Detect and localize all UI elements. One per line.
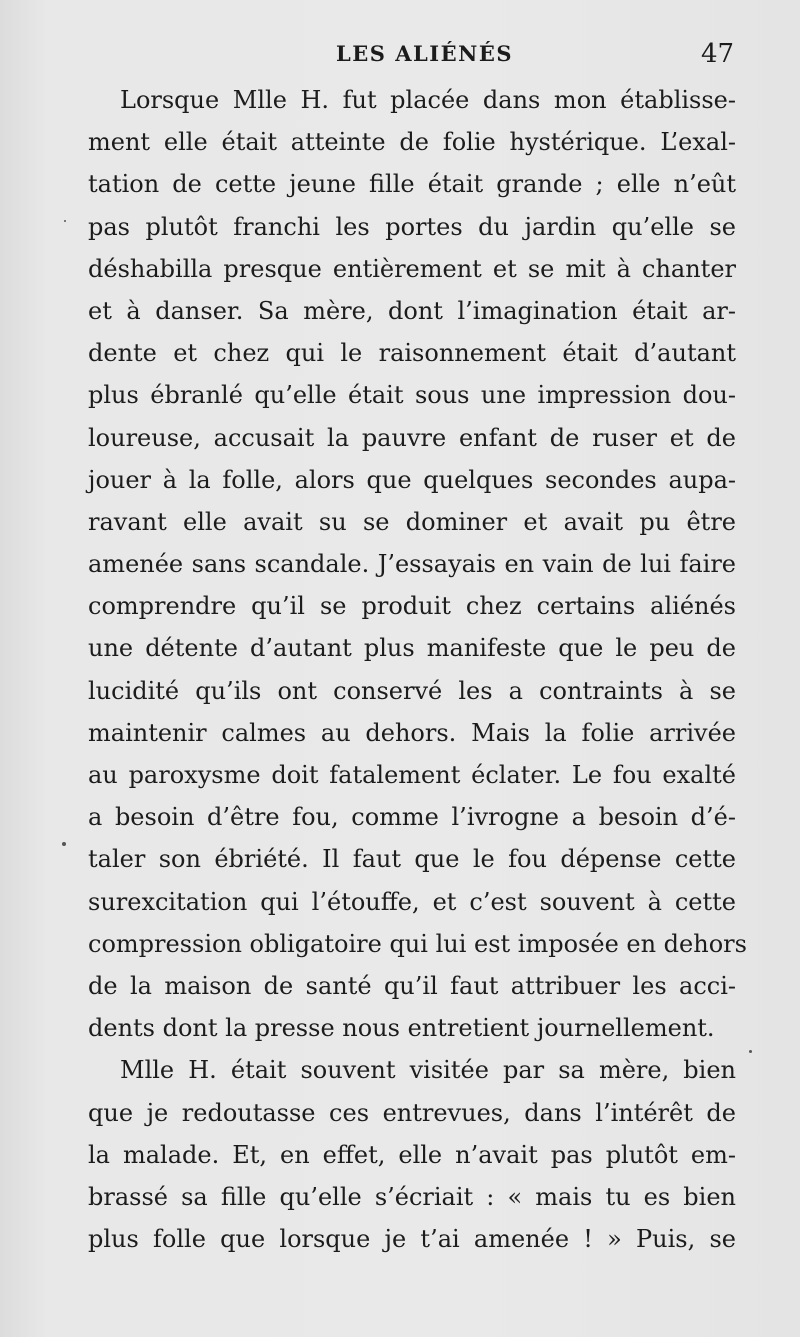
text-line: plus folle que lorsque je t’ai amenée ! » Puis, se (88, 1225, 736, 1254)
text-line: lucidité qu’ils ont conservé les a contraints à se (88, 676, 736, 705)
paper-speck (64, 220, 66, 222)
running-header (0, 36, 800, 72)
text-line: comprendre qu’il se produit chez certains aliénés (88, 592, 736, 621)
text-line: compression obligatoire qui lui est imposée en dehors (88, 929, 747, 958)
page-number: 47 (701, 39, 735, 69)
text-line: et à danser. Sa mère, dont l’imagination était ar- (88, 296, 736, 325)
text-line: dents dont la presse nous entretient journellement. (88, 1014, 715, 1043)
text-line: brassé sa fille qu’elle s’écriait : « mais tu es bien (88, 1182, 736, 1211)
text-line: une détente d’autant plus manifeste que le peu de (88, 634, 736, 663)
paper-speck (62, 842, 66, 846)
text-line: Lorsque Mlle H. fut placée dans mon établisse- (120, 86, 736, 114)
running-title: LES ALIÉNÉS (336, 41, 514, 66)
text-line: ment elle était atteinte de folie hystérique. L’exal- (88, 128, 736, 157)
text-line: Mlle H. était souvent visitée par sa mère, bien (120, 1056, 736, 1085)
text-line: maintenir calmes au dehors. Mais la folie arrivée (88, 718, 736, 747)
text-line: loureuse, accusait la pauvre enfant de ruser et de (88, 423, 736, 452)
text-line: surexcitation qui l’étouffe, et c’est souvent à cette (88, 887, 736, 916)
paper-speck (749, 1050, 752, 1053)
text-line: la malade. Et, en effet, elle n’avait pas plutôt em- (88, 1140, 736, 1169)
text-line: a besoin d’être fou, comme l’ivrogne a besoin d’é- (88, 803, 736, 832)
body-text (88, 79, 747, 1260)
text-line: amenée sans scandale. J’essayais en vain de lui faire (88, 550, 736, 579)
text-line: jouer à la folle, alors que quelques secondes aupa- (88, 465, 736, 494)
text-line: que je redoutasse ces entrevues, dans l’intérêt de (88, 1098, 736, 1127)
text-line: ravant elle avait su se dominer et avait pu être (88, 507, 736, 536)
text-line: pas plutôt franchi les portes du jardin qu’elle se (88, 212, 736, 241)
text-line: de la maison de santé qu’il faut attribuer les acci- (88, 971, 736, 1000)
text-line: tation de cette jeune fille était grande ; elle n’eût (88, 170, 736, 199)
text-line: taler son ébriété. Il faut que le fou dépense cette (88, 845, 736, 874)
text-line: déshabilla presque entièrement et se mit à chanter (88, 254, 736, 283)
text-line: plus ébranlé qu’elle était sous une impression dou- (88, 381, 736, 410)
text-line: dente et chez qui le raisonnement était d’autant (88, 339, 736, 368)
text-line: au paroxysme doit fatalement éclater. Le fou exalté (88, 761, 736, 789)
